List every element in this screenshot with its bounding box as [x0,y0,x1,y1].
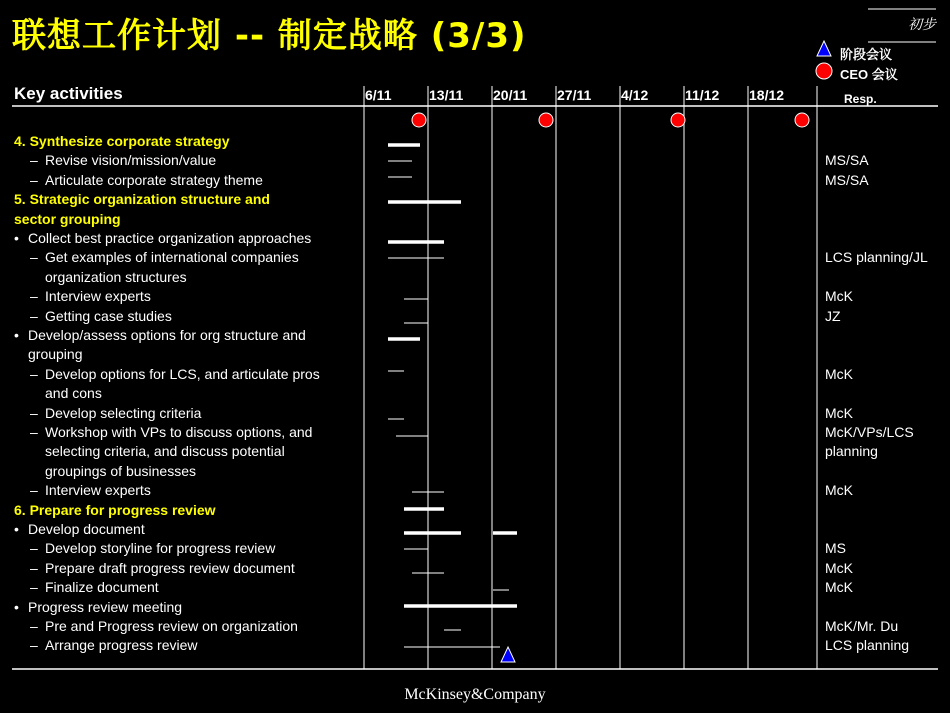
date-11-12: 11/12 [685,87,720,103]
responsibility-label: McK/Mr. Du [825,618,899,634]
date-4-12: 4/12 [621,87,649,103]
activity-label: 5. Strategic organization structure and [14,191,270,208]
activity-label: Collect best practice organization approaches [28,230,312,246]
responsibility-label: planning [825,443,878,460]
responsibility-label: McK [825,559,853,576]
activity-label: groupings of businesses [45,462,196,479]
date-6-11: 6/11 [365,87,392,103]
responsibility-label: McK [825,288,853,305]
ceo-meeting-marker [795,113,809,127]
dash-icon: – [30,540,38,557]
activity-row [30,579,159,596]
activity-row [14,599,182,616]
activity-label: sector grouping [14,210,121,227]
ceo-meeting-marker [671,113,685,127]
draft-label: 初步 [908,18,936,33]
dash-icon: – [30,579,38,596]
responsibility-label: MS [825,540,846,557]
activity-label: Pre and Progress review on organization [45,618,298,634]
key-activities-header: Key activities [14,84,123,103]
dash-icon: – [30,365,38,382]
activity-row [30,172,263,189]
activity-label: Interview experts [45,288,151,305]
activity-row [14,521,145,538]
dash-icon: – [30,288,38,305]
responsibility-label: McK [825,404,853,421]
activity-row [30,288,151,305]
activity-row [30,540,275,557]
activity-row [14,327,306,344]
dash-icon: – [30,307,38,324]
activity-label: Progress review meeting [28,598,183,615]
activity-label: Arrange progress review [45,637,198,654]
dash-icon: – [30,618,38,634]
activity-row [45,463,196,480]
activity-label: Develop document [28,521,145,537]
activity-row [14,230,311,247]
date-13-11: 13/11 [429,87,464,103]
activity-label: Develop selecting criteria [45,404,202,421]
legend-phase-meeting: 阶段会议 [840,47,893,62]
legend-ceo-meeting: CEO 会议 [840,67,898,82]
responsibility-label: MS/SA [825,171,869,188]
activity-row [30,249,299,266]
activity-label: Workshop with VPs to discuss options, and [45,424,313,440]
activity-label: Interview experts [45,482,151,499]
page-title: 联想工作计划 -- 制定战略 (3/3) [12,16,527,56]
responsibility-label: MS/SA [825,152,869,169]
section-heading [14,211,121,228]
bullet-icon: • [14,598,19,615]
activity-label: Getting case studies [45,307,172,324]
dash-icon: – [30,152,38,169]
section-heading [14,502,216,519]
section-heading [14,133,230,150]
activity-label: 4. Synthesize corporate strategy [14,133,230,149]
responsibility-label: McK [825,365,853,382]
activity-label: Prepare draft progress review document [45,559,295,576]
phase-meeting-marker [501,647,515,662]
activity-row [30,560,295,577]
activity-label: Develop storyline for progress review [45,540,276,557]
activity-row [30,482,151,499]
activity-label: Develop/assess options for org structure and [28,327,306,343]
gantt-bars [388,145,517,647]
activity-label: selecting criteria, and discuss potential [45,443,285,460]
activity-row [45,385,102,402]
activity-row [30,405,201,422]
dash-icon: – [30,424,38,440]
dash-icon: – [30,404,38,421]
responsibility-label: LCS planning [825,637,910,654]
date-27-11: 27/11 [557,87,592,103]
resp-header: Resp. [844,92,877,106]
date-20-11: 20/11 [493,87,528,103]
ceo-meeting-marker [412,113,426,127]
activity-row [30,152,216,169]
activity-row [45,269,187,286]
bullet-icon: • [14,230,19,246]
date-18-12: 18/12 [749,87,785,103]
responsibility-label: LCS planning/JL [825,249,928,266]
activity-row [30,366,320,383]
activity-label: Develop options for LCS, and articulate pros [45,365,320,382]
responsibility-label: McK/VPs/LCS [825,424,914,440]
activity-label: Articulate corporate strategy theme [45,171,263,188]
activity-row [28,346,83,363]
responsibility-label: JZ [825,307,841,324]
dash-icon: – [30,559,38,576]
responsibility-label: McK [825,482,853,499]
footer-logo: McKinsey&Company [404,686,546,703]
responsibility-label: McK [825,579,853,596]
activity-label: Get examples of international companies [45,249,299,266]
activity-row [30,637,198,654]
activity-label: organization structures [45,268,187,285]
activity-row [45,443,285,460]
activity-label: Revise vision/mission/value [45,152,217,169]
bullet-icon: • [14,521,19,537]
dash-icon: – [30,171,38,188]
activity-label: and cons [45,385,102,402]
activity-label: 6. Prepare for progress review [14,501,216,518]
dash-icon: – [30,482,38,499]
bullet-icon: • [14,327,19,343]
activity-row [30,308,172,325]
activity-row [30,424,312,441]
section-heading [14,191,270,208]
activity-label: grouping [28,346,83,363]
activity-label: Finalize document [45,579,159,596]
dash-icon: – [30,637,38,654]
activity-row [30,618,298,635]
dash-icon: – [30,249,38,266]
ceo-meeting-marker [539,113,553,127]
